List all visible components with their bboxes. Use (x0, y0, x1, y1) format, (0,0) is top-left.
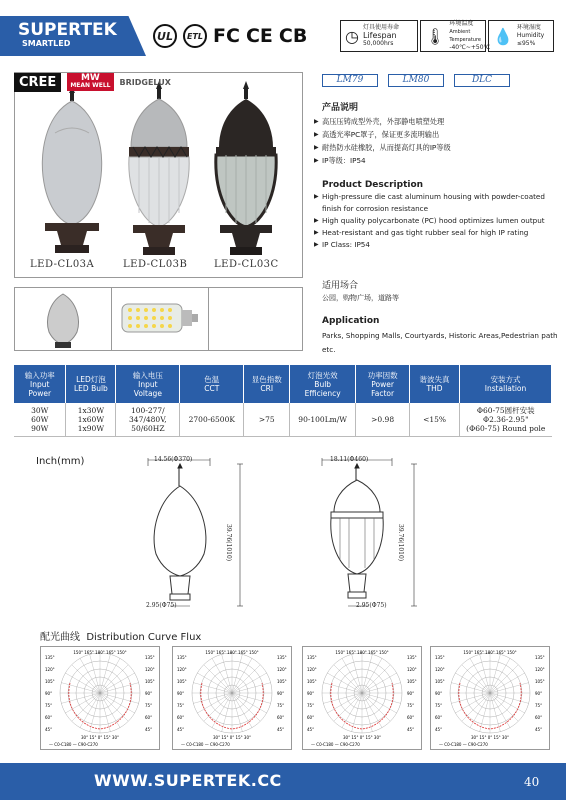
polar-right-label: 75° (145, 703, 153, 708)
polar-spoke (490, 693, 518, 721)
polar-top-labels: 150° 165° 180° 165° 150° (205, 650, 259, 655)
photo-corn-bulb (112, 288, 209, 350)
th-pf: 功率因数 Power Factor (356, 365, 410, 403)
polar-spoke (462, 693, 490, 721)
polar-left-label: 75° (45, 703, 53, 708)
polar-right-label: 120° (277, 667, 287, 672)
polar-spoke (197, 673, 232, 693)
polar-spoke (232, 665, 260, 693)
polar-spoke (193, 693, 232, 703)
lamp-b-image (129, 81, 189, 255)
lamp-small-icon (15, 288, 111, 350)
cree-logo: CREE (14, 73, 61, 92)
polar-spoke (100, 673, 135, 693)
polar-spoke (334, 693, 362, 721)
polar-spoke (451, 693, 490, 703)
cb-mark: CB (278, 25, 308, 47)
lifespan-value: 50,000hrs (362, 40, 394, 47)
humidity-cn: 环境湿度 (516, 24, 541, 31)
desc-cn-title: 产品说明 (322, 103, 359, 113)
polar-bottom-labels: 30° 15° 0° 15° 30° (471, 735, 509, 740)
polar-left-label: 90° (45, 691, 53, 696)
app-cn-title: 适用场合 (322, 281, 359, 291)
table-header-row (14, 365, 552, 403)
meanwell-bottom: MEAN WELL (70, 82, 111, 89)
polar-right-label: 135° (535, 655, 545, 660)
polar-spoke (490, 654, 500, 693)
polar-spoke (80, 658, 100, 693)
desc-en-title: Product Description (322, 180, 424, 190)
drawing-b (318, 456, 438, 616)
polar-spoke (327, 673, 362, 693)
dim-a-height: 39.76(1010) (225, 524, 232, 562)
th-cri: 显色指数 CRI (244, 365, 290, 403)
polar-spoke (222, 654, 232, 693)
polar-spoke (352, 654, 362, 693)
component-brands (14, 72, 300, 92)
cell-cri: >75 (244, 403, 290, 437)
desc-en-item: ▶ IP Class: IP54 (314, 239, 554, 251)
detail-photos (14, 287, 303, 351)
polar-left-label: 105° (307, 679, 317, 684)
distribution-title-en: Distribution Curve Flux (86, 632, 202, 643)
polar-left-label: 120° (177, 667, 187, 672)
polar-left-label: 120° (435, 667, 445, 672)
polar-chart-3 (302, 646, 422, 750)
page-header (0, 0, 566, 68)
polar-spoke (490, 693, 529, 703)
polar-spoke (327, 693, 362, 713)
polar-spoke (362, 693, 390, 721)
polar-spoke (222, 693, 232, 732)
polar-spoke (362, 658, 382, 693)
polar-right-label: 135° (277, 655, 287, 660)
polar-spoke (362, 693, 401, 703)
polar-spoke (100, 654, 110, 693)
polar-right-label: 60° (407, 715, 415, 720)
polar-spoke (212, 658, 232, 693)
standard-tags (322, 74, 510, 87)
polar-spoke (490, 658, 510, 693)
ul-mark-icon: UL (153, 24, 177, 48)
model-label-c: LED-CL03C (214, 259, 279, 270)
polar-spoke (232, 693, 267, 713)
desc-cn (314, 100, 554, 167)
tag-dlc: DLC (454, 74, 510, 87)
polar-spoke (100, 693, 135, 713)
lamp-a-image (42, 87, 101, 253)
polar-right-label: 45° (535, 727, 543, 732)
polar-spoke (232, 693, 242, 732)
polar-left-label: 45° (177, 727, 185, 732)
etl-mark-icon: ETL (183, 24, 207, 48)
lifespan-cn: 灯具使用寿命 (362, 24, 399, 31)
polar-right-label: 105° (277, 679, 287, 684)
polar-spoke (490, 693, 500, 732)
polar-left-label: 60° (435, 715, 443, 720)
cell-power: 30W 60W 90W (14, 403, 66, 437)
polar-left-label: 60° (177, 715, 185, 720)
lamp-c-image (216, 81, 276, 255)
polar-right-label: 45° (277, 727, 285, 732)
cell-bulb: 1x30W 1x60W 1x90W (66, 403, 116, 437)
polar-spoke (334, 665, 362, 693)
polar-left-label: 45° (307, 727, 315, 732)
polar-right-label: 75° (535, 703, 543, 708)
th-voltage: 输入电压 Input Voltage (116, 365, 180, 403)
polar-spoke (352, 693, 362, 732)
dim-b-width: 18.11(Φ460) (330, 456, 369, 463)
polar-right-label: 60° (535, 715, 543, 720)
polar-legend: — C0-C180 — C90-C270 (311, 742, 360, 747)
polar-left-label: 135° (435, 655, 445, 660)
polar-spoke (90, 693, 100, 732)
corn-bulb-icon (112, 288, 208, 350)
polar-spoke (480, 693, 490, 732)
polar-bottom-labels: 30° 15° 0° 15° 30° (213, 735, 251, 740)
polar-spoke (455, 693, 490, 713)
polar-left-label: 120° (45, 667, 55, 672)
lifespan-en: Lifespan (362, 31, 397, 40)
product-photo-box (14, 72, 303, 278)
polar-spoke (72, 665, 100, 693)
desc-cn-item: ▶ 高透光率PC罩子，保证更多流明输出 (314, 128, 554, 141)
polar-spoke (100, 665, 128, 693)
polar-right-label: 120° (535, 667, 545, 672)
polar-left-label: 105° (435, 679, 445, 684)
cell-efficiency: 90-100Lm/W (290, 403, 356, 437)
polar-spoke (232, 693, 260, 721)
polar-spoke (232, 683, 271, 693)
dim-a-width: 14.56(Φ370) (154, 456, 193, 463)
spec-table (14, 365, 552, 437)
polar-spoke (362, 665, 390, 693)
desc-en-item: ▶ High-pressure die cast aluminum housing with powder-coated finish for corrosion resistance (314, 191, 554, 215)
polar-spoke (455, 673, 490, 693)
polar-top-labels: 150° 165° 180° 165° 150° (463, 650, 517, 655)
polar-spoke (490, 673, 525, 693)
polar-right-label: 60° (277, 715, 285, 720)
polar-spoke (232, 693, 252, 728)
polar-spoke (490, 683, 529, 693)
polar-grid (303, 647, 421, 749)
cell-cct: 2700-6500K (180, 403, 244, 437)
th-efficiency: 灯泡光效 Bulb Efficiency (290, 365, 356, 403)
lamp-photos (15, 73, 304, 279)
desc-cn-item: ▶ 耐热防水硅橡胶，从而提高灯具的IP等级 (314, 141, 554, 154)
polar-right-label: 75° (277, 703, 285, 708)
desc-cn-item: ▶ 高压压铸成型外壳，外部静电喷塑处理 (314, 115, 554, 128)
polar-right-label: 75° (407, 703, 415, 708)
polar-spoke (100, 693, 128, 721)
polar-spoke (462, 665, 490, 693)
bridgelux-logo: BRIDGELUX (119, 77, 171, 87)
desc-en-item: ▶ Heat-resistant and gas tight rubber seal for high IP rating (314, 227, 554, 239)
polar-spoke (362, 654, 372, 693)
polar-spoke (90, 654, 100, 693)
polar-spoke (362, 693, 397, 713)
polar-left-label: 75° (435, 703, 443, 708)
polar-spoke (65, 693, 100, 713)
meanwell-logo (67, 73, 113, 91)
page-number: 40 (524, 775, 540, 789)
app-cn-text: 公园，购物广场，道路等 (322, 294, 399, 302)
polar-spoke (204, 693, 232, 721)
polar-right-label: 105° (407, 679, 417, 684)
ambient-cn: 环境温度 (449, 20, 474, 27)
cell-voltage: 100-277/ 347/480V, 50/60HZ (116, 403, 180, 437)
polar-bottom-labels: 30° 15° 0° 15° 30° (81, 735, 119, 740)
cell-thd: <15% (410, 403, 460, 437)
certification-marks (153, 24, 307, 48)
polar-right-label: 45° (145, 727, 153, 732)
polar-right-label: 90° (407, 691, 415, 696)
polar-right-label: 120° (407, 667, 417, 672)
tag-lm79: LM79 (322, 74, 378, 87)
dim-b-height: 39.76(1010) (397, 524, 404, 562)
clock-icon: ◷ (345, 26, 359, 46)
polar-left-label: 60° (307, 715, 315, 720)
polar-legend: — C0-C180 — C90-C270 (181, 742, 230, 747)
polar-left-label: 135° (45, 655, 55, 660)
polar-right-label: 105° (535, 679, 545, 684)
polar-spoke (323, 683, 362, 693)
polar-spoke (490, 693, 525, 713)
polar-left-label: 90° (435, 691, 443, 696)
polar-spoke (197, 693, 232, 713)
polar-left-label: 60° (45, 715, 53, 720)
drawing-a (140, 456, 260, 616)
polar-left-label: 90° (177, 691, 185, 696)
polar-spoke (342, 658, 362, 693)
polar-top-labels: 150° 165° 180° 165° 150° (73, 650, 127, 655)
ambient-badge (420, 20, 491, 52)
desc-en (314, 180, 554, 251)
polar-left-label: 135° (177, 655, 187, 660)
polar-spoke (362, 683, 401, 693)
polar-spoke (232, 673, 267, 693)
polar-right-label: 90° (145, 691, 153, 696)
ambient-value: -40℃~+50℃ (449, 44, 491, 51)
unit-label: Inch(mm) (36, 456, 85, 467)
polar-right-label: 105° (145, 679, 155, 684)
polar-right-label: 60° (145, 715, 153, 720)
droplet-icon: 💧 (493, 26, 513, 46)
polar-spoke (232, 658, 252, 693)
polar-right-label: 90° (277, 691, 285, 696)
model-label-b: LED-CL03B (123, 259, 188, 270)
app-en (322, 316, 558, 357)
polar-grid (173, 647, 291, 749)
polar-legend: — C0-C180 — C90-C270 (49, 742, 98, 747)
brand-subtitle: SMARTLED (22, 39, 71, 48)
polar-right-label: 45° (407, 727, 415, 732)
polar-spoke (362, 673, 397, 693)
polar-spoke (61, 683, 100, 693)
th-thd: 谐波失真 THD (410, 365, 460, 403)
polar-bottom-labels: 30° 15° 0° 15° 30° (343, 735, 381, 740)
polar-grid (431, 647, 549, 749)
app-cn (322, 278, 554, 303)
distribution-title-cn: 配光曲线 (40, 632, 80, 643)
polar-legend: — C0-C180 — C90-C270 (439, 742, 488, 747)
polar-left-label: 135° (307, 655, 317, 660)
cell-install: Φ60-75圆杆安装 Φ2.36-2.95" (Φ60-75) Round pole (460, 403, 552, 437)
polar-chart-1 (40, 646, 160, 750)
polar-spoke (232, 693, 271, 703)
polar-right-label: 90° (535, 691, 543, 696)
humidity-en: Humidity (516, 32, 545, 39)
polar-spoke (490, 665, 518, 693)
brand-logo: SUPERTEK (18, 20, 117, 40)
humidity-value: ≤95% (516, 40, 536, 47)
polar-left-label: 45° (435, 727, 443, 732)
polar-right-label: 135° (407, 655, 417, 660)
polar-left-label: 120° (307, 667, 317, 672)
polar-spoke (61, 693, 100, 703)
polar-grid (41, 647, 159, 749)
polar-spoke (480, 654, 490, 693)
thermometer-icon: 🌡 (425, 26, 446, 46)
polar-spoke (204, 665, 232, 693)
polar-left-label: 105° (177, 679, 187, 684)
th-install: 安装方式 Installation (460, 365, 552, 403)
dim-a-base: 2.95(Φ75) (146, 602, 177, 609)
polar-spoke (100, 693, 120, 728)
tag-lm80: LM80 (388, 74, 444, 87)
polar-chart-4 (430, 646, 550, 750)
polar-spoke (100, 658, 120, 693)
ce-mark: CE (245, 25, 273, 47)
polar-left-label: 75° (307, 703, 315, 708)
polar-left-label: 105° (45, 679, 55, 684)
ambient-en: Ambient Temperature (449, 29, 481, 43)
app-en-text: Parks, Shopping Malls, Courtyards, Historic Areas,Pedestrian path etc. (322, 331, 558, 354)
polar-right-label: 135° (145, 655, 155, 660)
desc-en-item: ▶ High quality polycarbonate (PC) hood optimizes lumen output (314, 215, 554, 227)
fcc-mark: FC (213, 25, 240, 47)
polar-spoke (100, 693, 110, 732)
distribution-title (40, 628, 201, 643)
polar-left-label: 75° (177, 703, 185, 708)
app-en-title: Application (322, 316, 380, 326)
th-cct: 色温 CCT (180, 365, 244, 403)
polar-spoke (65, 673, 100, 693)
footer-url[interactable]: WWW.SUPERTEK.CC (94, 771, 282, 790)
polar-spoke (470, 658, 490, 693)
photo-empty (209, 288, 302, 350)
polar-spoke (451, 683, 490, 693)
polar-left-label: 45° (45, 727, 53, 732)
cell-pf: >0.98 (356, 403, 410, 437)
th-bulb: LED灯泡 LED Bulb (66, 365, 116, 403)
polar-spoke (362, 693, 382, 728)
meanwell-top: MW (80, 73, 100, 83)
dim-b-base: 2.95(Φ75) (356, 602, 387, 609)
photo-lamp-small (15, 288, 112, 350)
humidity-badge (488, 20, 554, 52)
polar-spoke (362, 693, 372, 732)
polar-spoke (323, 693, 362, 703)
polar-spoke (100, 683, 139, 693)
polar-right-label: 120° (145, 667, 155, 672)
polar-spoke (72, 693, 100, 721)
desc-cn-item: ▶ IP等级：IP54 (314, 154, 554, 167)
page-footer (0, 763, 566, 800)
polar-chart-2 (172, 646, 292, 750)
polar-spoke (100, 693, 139, 703)
polar-left-label: 90° (307, 691, 315, 696)
polar-spoke (232, 654, 242, 693)
model-label-a: LED-CL03A (30, 259, 95, 270)
th-power: 输入功率 Input Power (14, 365, 66, 403)
polar-top-labels: 150° 165° 180° 165° 150° (335, 650, 389, 655)
table-row (14, 403, 552, 437)
polar-spoke (193, 683, 232, 693)
lifespan-badge (340, 20, 418, 52)
polar-spoke (490, 693, 510, 728)
